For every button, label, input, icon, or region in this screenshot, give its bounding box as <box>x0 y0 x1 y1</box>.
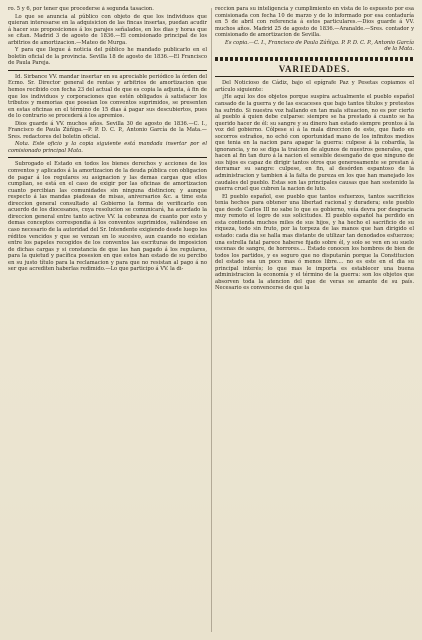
left-column <box>8 6 207 634</box>
separator <box>8 157 207 158</box>
paragraph: Dios guarde á VV. muchos años. Sevilla 30 de agosto de 1836.—C. I., Francisco de Paula Zúñiga.—P. P. D. C. P., Antonio García de la Mata.—Sres. redactores del boletin oficial. <box>8 120 207 140</box>
column-divider <box>211 8 212 632</box>
paragraph: Y para que llegue á noticia del público he mandado publicarlo en el boletin oficial de la provincia. Sevilla 18 de agosto de 1836.—El Francisco de Paula Pareja. <box>8 47 207 67</box>
section-heading: VARIEDADES. <box>278 63 351 74</box>
paragraph: Lo que se anuncia al público con objeto de que los individuos que quieran interesarse en la adquisicion de las fincas insertas, puedan acudir á hacer sus proposiciones á los parajes señalados, en los dias y horas que se citan. Madrid 3 de agosto de 1836.—El comisionado principal de los arbitrios de amortizacion.—Mateo de Murga. <box>8 13 207 46</box>
paragraph: reccion para su inteligencia y cumplimiento en vista de lo espuesto por esa comisionada con fecha 10 de marzo y de lo informado por esa contaduría en 5 de abril con referencia á estos particulares.—Dios guarde á VV. muchos años. Madrid 25 de agosto de 1836.—Aranalde.—Sres. contador y comisionado de amortizacion de Sevilla. <box>215 6 414 39</box>
note: Nota. Este oficio y la copia siguiente está mandada insertar por el comisionado principal Mata. <box>8 141 207 154</box>
separator <box>215 76 414 77</box>
paragraph: ro. 5 y 6, por tener que procederse á segunda tasacion. <box>8 6 154 12</box>
paragraph: Id. Sirbance VV. mandar insertar en su apreciable periódico la órden del Ecmo. Sr. Director general de rentas y arbitrios de amortizacion que hemos recibido con fecha 23 del actual de que es copia la adjunta, á fin de que los individuos y corporaciones que estén obligados á satisfacer los tributos y memorias que poseian los conventos suprimidos, se presenten en estas oficinas en el término de 15 dias á pagar sus descubiertos, pues de lo contrario se procederá á los apremios. <box>8 73 207 120</box>
right-column <box>215 6 414 634</box>
paragraph: Del Noticioso de Cádiz, bajo el epígrafe Paz y Pesetas copiamos el artículo siguiente: <box>215 80 414 93</box>
signature: Es copia.—C. I., Francisco de Paula Zúñiga. P. P. D. C. P., Antonio García de la Mata. <box>225 39 414 53</box>
paragraph: ¡He aquí los dos objetos porque suspira actualmente el pueblo español cansado de la guerra y de las escaceses que bajo tantos títulos y pretestos ha sufrido. Si nuestra voz hallando en tan mala situacion, no es por cierto al pueblo á quien debe culparse: siempre se ha prestado á cuanto se ha querido hacer de él: su sangre y su dinero han estado siempre prontos á la voz del gobierno. Cólpese sí á la mala direccion de este, que fiado en socorros estraños, no echó con oportunidad mano de los infinitos medios que tenia en la nacion para apagar la guerra: culpese á la cobardía, la ignorancia, y no se diga la traicion de algunos de nuestros generales, que hacen al fin tan duro á la nacion el sensible desengaño de que ninguno de sus hijos es capaz de dirigir tantos otros que generosamente se prestan á derramar su sangre: culpese, en fin, al desórden espantoso de la administracion y tambien á la falta de pureza en los que han manejado los caudales del pueblo. Estas son las principales causas que han sostenido la guerra cruel que cubren la nacion de luto. <box>215 94 414 193</box>
separator <box>8 70 207 71</box>
paragraph: Subrogado el Estado en todos los bienes derechos y acciones de los conventos y aplicados á la amortizacion de la deuda pública con obligacion de pagar á los regulares su asignacion y las demas cargas que ellos cumplian, se está en el caso de exigir por las oficinas de amortizacion cuanto percibian las comunidades sin ninguna distincion; y aunque respecto á las mandas piadosas de misas, aniversarios &c. a time esta direccion general consultado al Gobierno la forma de verificarlo con acuerdo de los diocesanos, cuya resolucion se comunicará, ha acordado la direccion general entre tanto active VV. la cobranza de cuanto por esto y demas conceptos correspondia á los conventos suprimidos, valiéndose en caso necesario de la autoridad del Sr. Intendente exigiendo desde luego los réditos vencidos y que se venzan en lo sucesivo, aun cuando no existan entre los papeles recogidos de los conventos las escrituras de imposicion de dichas cargas y si constancia de que las han pagado á los regulares, para la quietud y pacífica posesion en que estos han estado de su percibo en su justo título para la reclamacion y para que no resistan al pago á no ser que acrediten haberlas redimido.—Lo que participo á VV. la di- <box>8 161 207 273</box>
paragraph: El pueblo español, ese pueblo que tantos esfuerzos, tantos sacrificios tenia hechos para obtener una libertad racional y duradera; este pueblo que desde Carlos III no sabe lo que es gobierno, veía devra por desgracia muy remoto el logro de sus solicitudes. El pueblo español ha perdido en esta contienda muchos miles de sus hijos, y ha hecho el sacrificio de su riqueza, todo sin fruto, por la torpeza de las manos que han dirigido el estado: cada dia se halla mas distante de utilizar tan denodados esfuerzos; una estrella fatal parece haberse fijado sobre él, y solo se ven en su suelo escenas de sangre, de horrores.... Estado conocen los hombres de bien de todos los partidos, y es seguro que no disputarán porque la Constitucion del estado sea un poco mas ó menos libre.... no es este en el dia su principal interés; lo que mas le importa es establecer una buena administracion la economía y el término de la guerra: son los objetos que absorven toda la atencion del que de veras se amante de su país. Necesario es convencerse de que la <box>215 193 414 292</box>
ornamental-rule <box>215 57 414 61</box>
